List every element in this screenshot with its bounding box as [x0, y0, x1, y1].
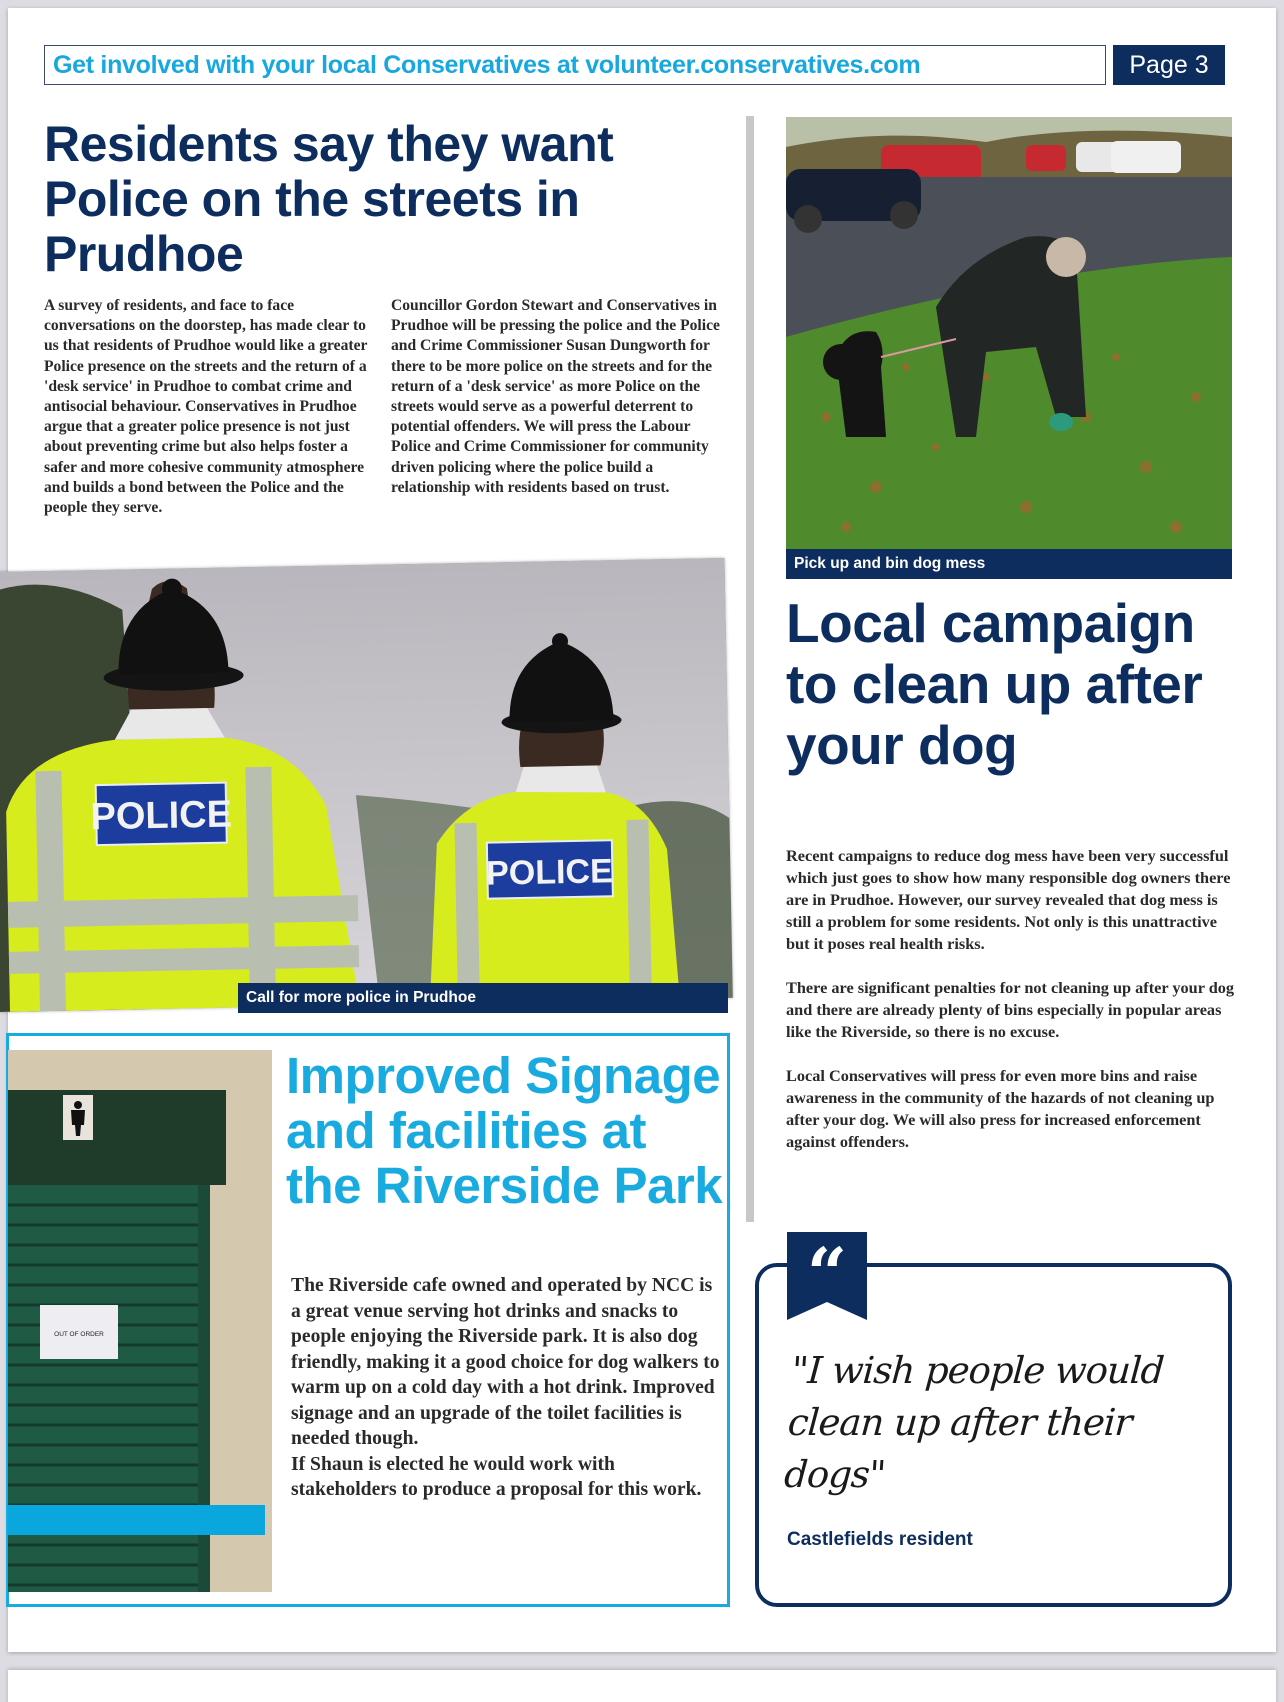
- out-of-order-sign: OUT OF ORDER: [54, 1331, 104, 1338]
- dog-paragraph: Recent campaigns to reduce dog mess have been very successful which just goes to show how many responsible dog owners there are in Prudhoe. However, our survey revealed that dog mess is still a problem for some residents. Not only is this unattractive but it poses real health risks.: [786, 846, 1231, 953]
- volunteer-banner: [44, 45, 1106, 85]
- dog-walker-photo: [786, 117, 1232, 549]
- banner-text: Get involved with your local Conservatives at volunteer.conservatives.com: [53, 50, 921, 79]
- police-officers-photo: [0, 558, 733, 1012]
- vest-label-1: POLICE: [90, 793, 233, 839]
- dog-article-body: [786, 845, 1236, 1175]
- page-number-badge: Page 3: [1113, 45, 1225, 85]
- riverside-article-body: [291, 1273, 721, 1503]
- next-page-edge: [8, 1670, 1276, 1702]
- riverside-paragraph: If Shaun is elected he would work with stakeholders to produce a proposal for this work.: [291, 1453, 702, 1500]
- quote-mark-icon: [787, 1232, 867, 1320]
- svg-text:“: “: [806, 1232, 848, 1315]
- dog-headline: Local campaign to clean up after your dog: [786, 592, 1203, 776]
- police-column-2: Councillor Gordon Stewart and Conservatives in Prudhoe will be pressing the police and the Police and Crime Commissioner Susan Dungworth for there to be more police on the streets and for the return of a 'desk service' as more Police on the streets would serve as a powerful deterrent to potential offenders. We will press the Labour Police and Crime Commissioner for community driven policing where the police build a relationship with residents based on trust.: [391, 297, 720, 496]
- quote-text: "I wish people would clean up after their dogs": [782, 1349, 1165, 1496]
- police-column-1: A survey of residents, and face to face conversations on the doorstep, has made clear to us that residents of Prudhoe would like a greater Police presence on the streets and the return of a 'desk service' in Prudhoe to combat crime and antisocial behaviour. Conservatives in Prudhoe argue that a greater police presence is not just about preventing crime but also helps foster a safer and more cohesive community atmosphere and builds a bond between the Police and the people they serve.: [44, 297, 368, 517]
- dog-paragraph: Local Conservatives will press for even more bins and raise awareness in the community of the hazards of not cleaning up after your dog. We will also press for increased enforcement against offenders.: [786, 1066, 1215, 1151]
- riverside-headline: Improved Signage and facilities at the Riverside Park: [286, 1047, 723, 1214]
- police-photo-caption: Call for more police in Prudhoe: [238, 983, 728, 1013]
- police-headline: Residents say they want Police on the streets in Prudhoe: [44, 116, 614, 282]
- dog-paragraph: There are significant penalties for not cleaning up after your dog and there are already plenty of bins especially in popular areas like the Riverside, so there is no excuse.: [786, 978, 1235, 1041]
- dog-photo-caption: Pick up and bin dog mess: [786, 549, 1232, 579]
- accent-strip: [8, 1505, 265, 1535]
- column-divider: [746, 116, 754, 1222]
- quote-attribution: Castlefields resident: [787, 1529, 973, 1550]
- riverside-paragraph: The Riverside cafe owned and operated by NCC is a great venue serving hot drinks and snacks to people enjoying the Riverside park. It is also dog friendly, making it a good choice for dog walkers to warm up on a cold day with a hot drink. Improved signage and an upgrade of the toilet facilities is needed though.: [291, 1275, 720, 1449]
- vest-label-2: POLICE: [485, 852, 614, 893]
